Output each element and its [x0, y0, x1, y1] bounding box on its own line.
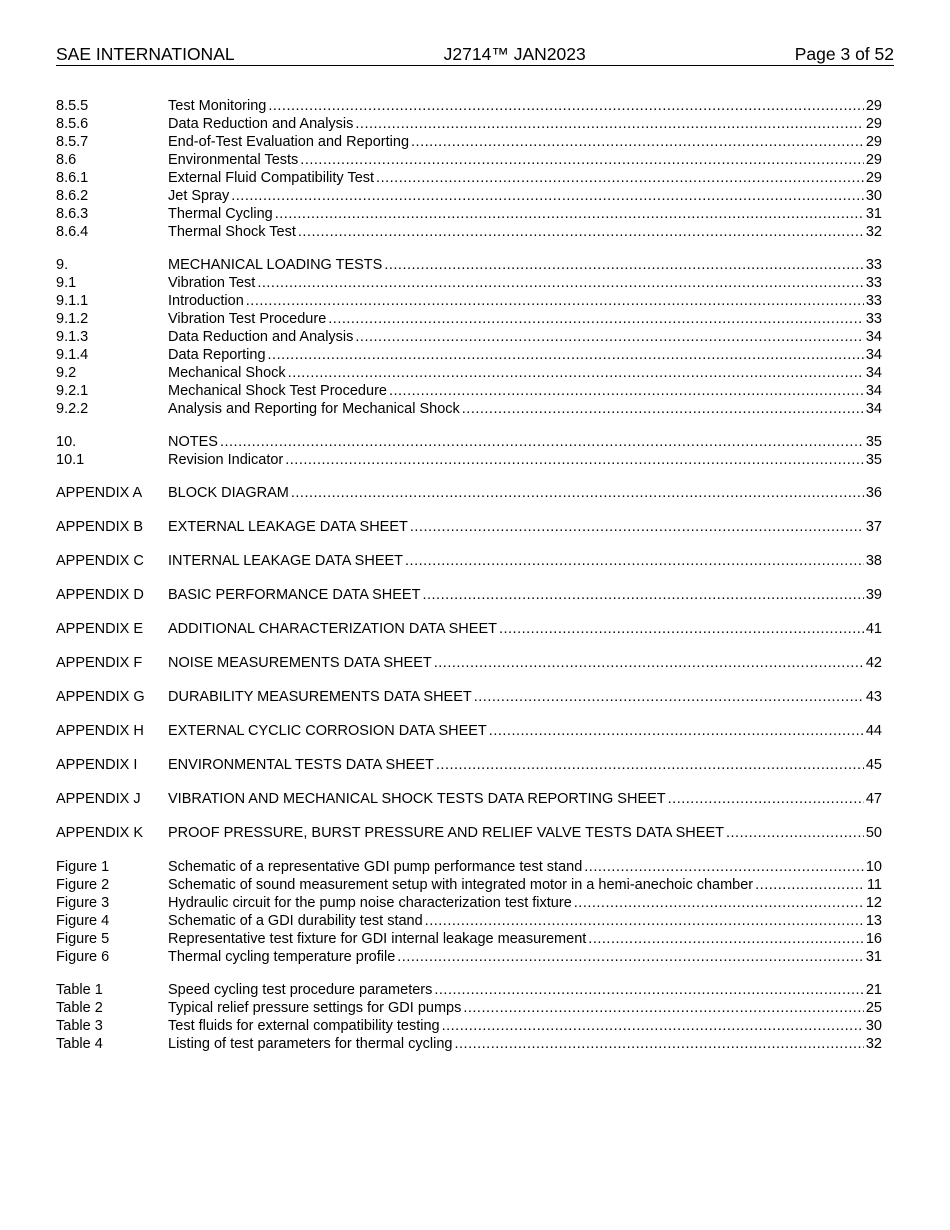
- toc-entry-number: APPENDIX E: [56, 621, 144, 637]
- header-org: SAE INTERNATIONAL: [56, 44, 235, 64]
- toc-entry[interactable]: [56, 858, 882, 876]
- toc-entry-title: DURABILITY MEASUREMENTS DATA SHEET: [168, 689, 472, 705]
- toc-entry-page: 33: [865, 257, 882, 273]
- toc-entry-title: Schematic of sound measurement setup with integrated motor in a hemi-anechoic chamber: [168, 877, 754, 893]
- toc-entry-number: 10.: [56, 434, 77, 450]
- toc-entry[interactable]: [56, 894, 882, 912]
- toc-entry-page: 29: [865, 170, 882, 186]
- toc-entry[interactable]: [56, 451, 882, 469]
- header-doc-id: J2714™ JAN2023: [443, 44, 586, 64]
- toc-entry-page: 32: [865, 1036, 882, 1052]
- toc-group: [56, 484, 882, 842]
- toc-entry[interactable]: [56, 256, 882, 274]
- toc-entry-title: Jet Spray: [168, 188, 230, 204]
- toc-entry-number: 8.6.2: [56, 188, 89, 204]
- toc-dot-leader: [285, 451, 864, 469]
- toc-entry-number: 8.6.4: [56, 224, 89, 240]
- toc-entry-page: 47: [865, 791, 882, 807]
- toc-entry-page: 34: [865, 329, 882, 345]
- toc-entry-page: 39: [865, 587, 882, 603]
- toc-entry-page: 42: [865, 655, 882, 671]
- toc-entry[interactable]: [56, 310, 882, 328]
- toc-dot-leader: [434, 654, 864, 672]
- toc-entry-number: Figure 2: [56, 877, 110, 893]
- toc-entry[interactable]: [56, 688, 882, 706]
- toc-dot-leader: [474, 688, 864, 706]
- toc-entry[interactable]: [56, 400, 882, 418]
- toc-entry-number: 9.1: [56, 275, 77, 291]
- toc-entry-number: APPENDIX K: [56, 825, 144, 841]
- toc-dot-leader: [384, 256, 864, 274]
- toc-entry-title: BASIC PERFORMANCE DATA SHEET: [168, 587, 421, 603]
- toc-entry-page: 34: [865, 365, 882, 381]
- toc-entry[interactable]: [56, 912, 882, 930]
- toc-entry-title: Hydraulic circuit for the pump noise characterization test fixture: [168, 895, 572, 911]
- toc-entry-title: Revision Indicator: [168, 452, 284, 468]
- toc-entry[interactable]: [56, 620, 882, 638]
- toc-entry-page: 44: [865, 723, 882, 739]
- toc-entry-number: Figure 3: [56, 895, 110, 911]
- toc-entry-title: INTERNAL LEAKAGE DATA SHEET: [168, 553, 404, 569]
- toc-entry-title: Thermal cycling temperature profile: [168, 949, 396, 965]
- toc-entry-page: 33: [865, 275, 882, 291]
- toc-entry[interactable]: [56, 169, 882, 187]
- toc-entry-number: 8.5.7: [56, 134, 89, 150]
- toc-dot-leader: [410, 518, 864, 536]
- toc-dot-leader: [300, 151, 864, 169]
- toc-entry[interactable]: [56, 364, 882, 382]
- toc-group: [56, 858, 882, 966]
- toc-entry-title: End-of-Test Evaluation and Reporting: [168, 134, 410, 150]
- toc-entry-number: APPENDIX I: [56, 757, 138, 773]
- toc-entry-number: Table 4: [56, 1036, 103, 1052]
- toc-dot-leader: [755, 876, 865, 894]
- toc-entry-number: 8.5.5: [56, 98, 89, 114]
- toc-entry-page: 45: [865, 757, 882, 773]
- toc-entry[interactable]: [56, 97, 882, 115]
- toc-entry-title: Representative test fixture for GDI internal leakage measurement: [168, 931, 587, 947]
- toc-entry[interactable]: [56, 187, 882, 205]
- toc-entry-number: Figure 4: [56, 913, 110, 929]
- toc-entry[interactable]: [56, 433, 882, 451]
- toc-entry[interactable]: [56, 948, 882, 966]
- toc-entry-number: 9.2.2: [56, 401, 89, 417]
- toc-entry-title: EXTERNAL CYCLIC CORROSION DATA SHEET: [168, 723, 487, 739]
- toc-entry[interactable]: [56, 790, 882, 808]
- toc-entry[interactable]: [56, 205, 882, 223]
- toc-dot-leader: [442, 1017, 864, 1035]
- toc-entry-page: 25: [865, 1000, 882, 1016]
- toc-entry-page: 30: [865, 188, 882, 204]
- toc-dot-leader: [268, 97, 864, 115]
- toc-dot-leader: [489, 722, 864, 740]
- toc-entry-number: Table 3: [56, 1018, 103, 1034]
- toc-entry-page: 31: [865, 206, 882, 222]
- toc-dot-leader: [389, 382, 864, 400]
- toc-dot-leader: [355, 328, 863, 346]
- toc-entry-number: Table 2: [56, 1000, 103, 1016]
- toc-entry-page: 34: [865, 347, 882, 363]
- toc-entry-page: 34: [865, 383, 882, 399]
- toc-entry-number: APPENDIX B: [56, 519, 144, 535]
- toc-dot-leader: [275, 205, 864, 223]
- toc-entry-page: 34: [865, 401, 882, 417]
- toc-group: [56, 97, 882, 241]
- toc-dot-leader: [288, 364, 864, 382]
- toc-entry-title: Environmental Tests: [168, 152, 299, 168]
- toc-entry-number: APPENDIX F: [56, 655, 143, 671]
- toc-entry-page: 43: [865, 689, 882, 705]
- toc-entry-title: Analysis and Reporting for Mechanical Shock: [168, 401, 460, 417]
- toc-entry-number: 9.2: [56, 365, 77, 381]
- toc-entry-title: Speed cycling test procedure parameters: [168, 982, 433, 998]
- toc-entry-title: MECHANICAL LOADING TESTS: [168, 257, 383, 273]
- toc-entry-title: Listing of test parameters for thermal cycling: [168, 1036, 453, 1052]
- toc-dot-leader: [405, 552, 864, 570]
- toc-entry-number: Table 1: [56, 982, 103, 998]
- toc-entry[interactable]: [56, 586, 882, 604]
- toc-dot-leader: [454, 1035, 863, 1053]
- toc-entry-number: 9.1.3: [56, 329, 89, 345]
- toc-entry-number: APPENDIX A: [56, 485, 143, 501]
- toc-entry-title: Thermal Cycling: [168, 206, 273, 222]
- toc-dot-leader: [588, 930, 864, 948]
- toc-dot-leader: [463, 999, 864, 1017]
- toc-entry-number: APPENDIX C: [56, 553, 144, 569]
- toc-entry-number: APPENDIX H: [56, 723, 144, 739]
- toc-entry-title: Data Reduction and Analysis: [168, 329, 354, 345]
- toc-group: [56, 433, 882, 469]
- toc-dot-leader: [668, 790, 864, 808]
- toc-entry[interactable]: [56, 292, 882, 310]
- toc-dot-leader: [257, 274, 864, 292]
- toc-entry[interactable]: [56, 1017, 882, 1035]
- toc-entry-page: 36: [865, 485, 882, 501]
- toc-dot-leader: [298, 223, 864, 241]
- toc-entry-page: 16: [865, 931, 882, 947]
- toc-dot-leader: [246, 292, 864, 310]
- toc-entry-title: Data Reduction and Analysis: [168, 116, 354, 132]
- toc-dot-leader: [376, 169, 864, 187]
- toc-entry-title: Introduction: [168, 293, 244, 309]
- toc-entry-page: 21: [865, 982, 882, 998]
- toc-entry-page: 10: [865, 859, 882, 875]
- toc-dot-leader: [434, 981, 863, 999]
- toc-entry-number: Figure 5: [56, 931, 110, 947]
- toc-entry[interactable]: [56, 223, 882, 241]
- toc-entry[interactable]: [56, 824, 882, 842]
- toc-entry-page: 50: [865, 825, 882, 841]
- toc-dot-leader: [328, 310, 864, 328]
- toc-entry-page: 37: [865, 519, 882, 535]
- toc-entry[interactable]: [56, 876, 882, 894]
- toc-entry[interactable]: [56, 1035, 882, 1053]
- toc-entry[interactable]: [56, 484, 882, 502]
- toc-entry-number: Figure 6: [56, 949, 110, 965]
- toc-entry-number: 9.1.1: [56, 293, 89, 309]
- toc-entry[interactable]: [56, 382, 882, 400]
- toc-entry[interactable]: [56, 328, 882, 346]
- toc-entry[interactable]: [56, 756, 882, 774]
- toc-entry-title: External Fluid Compatibility Test: [168, 170, 375, 186]
- toc-entry-title: Vibration Test: [168, 275, 256, 291]
- toc-entry-title: Data Reporting: [168, 347, 266, 363]
- toc-entry[interactable]: [56, 930, 882, 948]
- toc-entry-number: Figure 1: [56, 859, 110, 875]
- toc-entry-title: Thermal Shock Test: [168, 224, 296, 240]
- toc-entry[interactable]: [56, 981, 882, 999]
- toc-entry-number: 9.1.4: [56, 347, 89, 363]
- toc-entry-page: 35: [865, 452, 882, 468]
- toc-entry-page: 33: [865, 293, 882, 309]
- toc-entry-title: Mechanical Shock Test Procedure: [168, 383, 387, 399]
- toc-entry[interactable]: [56, 999, 882, 1017]
- toc-entry[interactable]: [56, 274, 882, 292]
- toc-entry-title: VIBRATION AND MECHANICAL SHOCK TESTS DATA REPORTING SHEET: [168, 791, 666, 807]
- toc-entry-title: ADDITIONAL CHARACTERIZATION DATA SHEET: [168, 621, 497, 637]
- toc-entry-page: 38: [865, 553, 882, 569]
- toc-dot-leader: [411, 133, 864, 151]
- toc-entry-page: 11: [866, 877, 882, 893]
- toc-entry-page: 29: [865, 134, 882, 150]
- header-page-number: Page 3 of 52: [794, 44, 894, 64]
- toc-entry-title: Mechanical Shock: [168, 365, 286, 381]
- toc-dot-leader: [462, 400, 864, 418]
- toc-entry[interactable]: [56, 552, 882, 570]
- toc-entry[interactable]: [56, 346, 882, 364]
- toc-entry-number: 8.6.3: [56, 206, 89, 222]
- toc-entry-page: 41: [865, 621, 882, 637]
- toc-entry-title: NOTES: [168, 434, 218, 450]
- toc-dot-leader: [268, 346, 864, 364]
- toc-entry-title: ENVIRONMENTAL TESTS DATA SHEET: [168, 757, 434, 773]
- toc-entry-title: Schematic of a GDI durability test stand: [168, 913, 423, 929]
- toc-dot-leader: [397, 948, 864, 966]
- toc-entry-number: 9.1.2: [56, 311, 89, 327]
- toc-entry-number: APPENDIX J: [56, 791, 141, 807]
- toc-dot-leader: [726, 824, 864, 842]
- toc-entry-page: 29: [865, 152, 882, 168]
- toc-entry-page: 13: [865, 913, 882, 929]
- toc-entry-number: 9.2.1: [56, 383, 89, 399]
- toc-dot-leader: [355, 115, 863, 133]
- toc-entry-title: Vibration Test Procedure: [168, 311, 327, 327]
- toc-entry-number: 10.1: [56, 452, 85, 468]
- toc-entry-number: 8.6.1: [56, 170, 89, 186]
- toc-entry[interactable]: [56, 722, 882, 740]
- toc-entry-page: 12: [865, 895, 882, 911]
- page-header: [56, 43, 894, 66]
- toc-entry[interactable]: [56, 518, 882, 536]
- toc-dot-leader: [422, 586, 863, 604]
- toc-dot-leader: [436, 756, 864, 774]
- toc-dot-leader: [425, 912, 864, 930]
- toc-entry-page: 31: [865, 949, 882, 965]
- toc-dot-leader: [231, 187, 864, 205]
- toc-entry-page: 33: [865, 311, 882, 327]
- toc-entry-title: Test Monitoring: [168, 98, 267, 114]
- toc-entry[interactable]: [56, 654, 882, 672]
- toc-dot-leader: [574, 894, 864, 912]
- toc-entry-title: BLOCK DIAGRAM: [168, 485, 289, 501]
- toc-entry-number: 9.: [56, 257, 69, 273]
- toc-entry[interactable]: [56, 115, 882, 133]
- toc-entry-title: Typical relief pressure settings for GDI pumps: [168, 1000, 462, 1016]
- toc-entry-number: APPENDIX D: [56, 587, 144, 603]
- toc-entry-page: 29: [865, 116, 882, 132]
- toc-entry-page: 29: [865, 98, 882, 114]
- toc-group: [56, 981, 882, 1053]
- toc-group: [56, 256, 882, 418]
- toc-entry[interactable]: [56, 133, 882, 151]
- toc-dot-leader: [499, 620, 864, 638]
- toc-entry-title: NOISE MEASUREMENTS DATA SHEET: [168, 655, 432, 671]
- toc-dot-leader: [584, 858, 864, 876]
- toc-entry-title: EXTERNAL LEAKAGE DATA SHEET: [168, 519, 408, 535]
- toc-entry-page: 35: [865, 434, 882, 450]
- toc-entry-title: PROOF PRESSURE, BURST PRESSURE AND RELIEF VALVE TESTS DATA SHEET: [168, 825, 724, 841]
- toc-entry-title: Test fluids for external compatibility testing: [168, 1018, 440, 1034]
- toc-entry-title: Schematic of a representative GDI pump performance test stand: [168, 859, 583, 875]
- toc-entry[interactable]: [56, 151, 882, 169]
- toc-dot-leader: [220, 433, 864, 451]
- toc-entry-page: 32: [865, 224, 882, 240]
- table-of-contents: [56, 97, 882, 1068]
- toc-entry-page: 30: [865, 1018, 882, 1034]
- toc-entry-number: 8.6: [56, 152, 77, 168]
- toc-dot-leader: [291, 484, 864, 502]
- toc-entry-number: APPENDIX G: [56, 689, 145, 705]
- toc-entry-number: 8.5.6: [56, 116, 89, 132]
